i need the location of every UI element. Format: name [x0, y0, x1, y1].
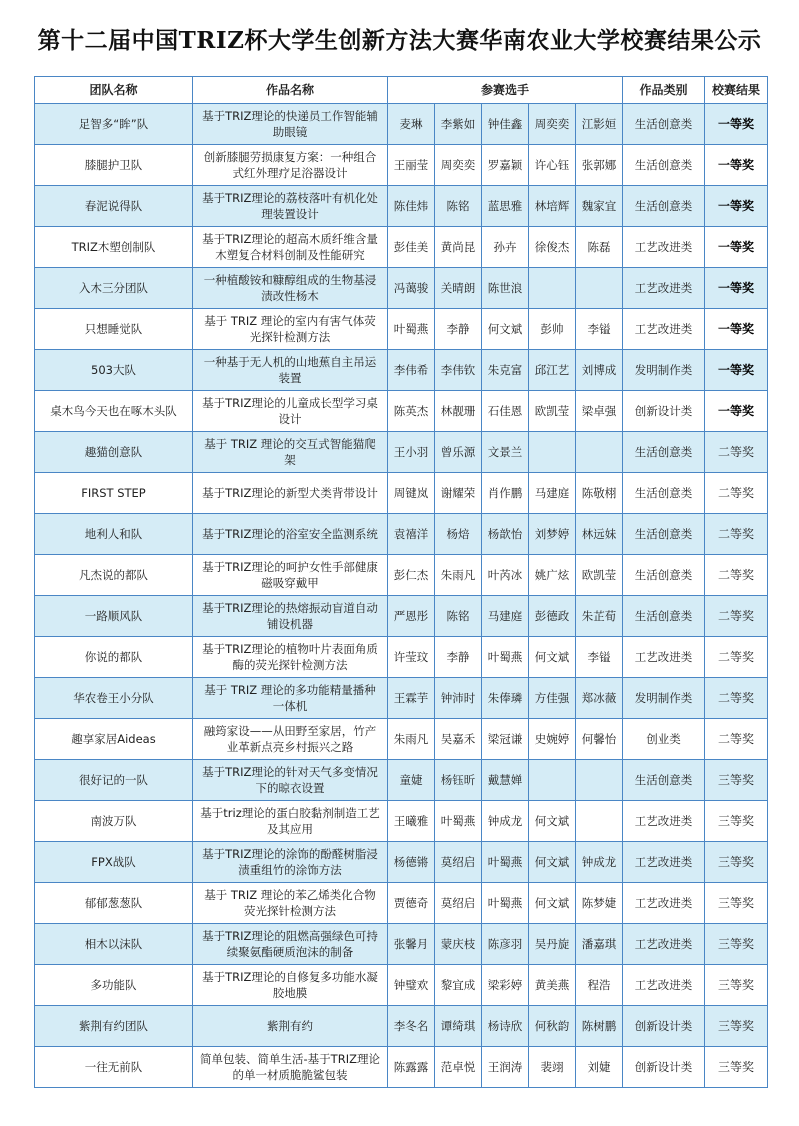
result-cell: 一等奖 [705, 309, 768, 350]
member-cell: 陈英杰 [388, 391, 435, 432]
member-cell: 马建庭 [482, 596, 529, 637]
member-cell: 刘博成 [576, 350, 623, 391]
member-cell: 何文斌 [529, 883, 576, 924]
member-cell: 张郭娜 [576, 145, 623, 186]
member-cell: 黎宜成 [435, 965, 482, 1006]
team-name-cell: 足智多“眸”队 [35, 104, 193, 145]
member-cell: 李冬名 [388, 1006, 435, 1047]
team-name-cell: 南波万队 [35, 801, 193, 842]
team-name-cell: 春泥说得队 [35, 186, 193, 227]
member-cell: 石佳恩 [482, 391, 529, 432]
work-name-cell: 基于TRIZ理论的新型犬类背带设计 [193, 473, 388, 514]
member-cell: 裴翊 [529, 1047, 576, 1088]
member-cell: 何文斌 [529, 842, 576, 883]
member-cell: 马建庭 [529, 473, 576, 514]
member-cell: 王霖芋 [388, 678, 435, 719]
member-cell: 罗嘉颖 [482, 145, 529, 186]
member-cell: 梁彩婷 [482, 965, 529, 1006]
team-name-cell: 华农卷王小分队 [35, 678, 193, 719]
member-cell: 叶芮冰 [482, 555, 529, 596]
table-row [35, 227, 768, 268]
member-cell: 袁禧洋 [388, 514, 435, 555]
work-name-cell: 创新膝腿劳损康复方案：一种组合式红外理疗足浴器设计 [193, 145, 388, 186]
member-cell: 戴慧婵 [482, 760, 529, 801]
work-name-cell: 基于triz理论的蛋白胶黏剂制造工艺及其应用 [193, 801, 388, 842]
result-cell: 三等奖 [705, 924, 768, 965]
member-cell: 杨德锵 [388, 842, 435, 883]
category-cell: 生活创意类 [623, 473, 705, 514]
member-cell: 钟成龙 [482, 801, 529, 842]
member-cell: 朱雨凡 [435, 555, 482, 596]
table-row [35, 309, 768, 350]
member-cell: 陈树鹏 [576, 1006, 623, 1047]
member-cell: 王小羽 [388, 432, 435, 473]
team-name-cell: TRIZ木塑创制队 [35, 227, 193, 268]
work-name-cell: 一种植酸铵和糠醇组成的生物基浸渍改性杨木 [193, 268, 388, 309]
table-row [35, 801, 768, 842]
result-cell: 二等奖 [705, 637, 768, 678]
member-cell: 邱江艺 [529, 350, 576, 391]
member-cell: 文景兰 [482, 432, 529, 473]
work-name-cell: 基于TRIZ理论的快递员工作智能辅助眼镜 [193, 104, 388, 145]
table-row [35, 1047, 768, 1088]
table-row [35, 678, 768, 719]
member-cell: 朱克富 [482, 350, 529, 391]
results-body [35, 104, 768, 1088]
member-cell: 杨焙 [435, 514, 482, 555]
member-cell: 何文斌 [529, 801, 576, 842]
table-row [35, 514, 768, 555]
table-row [35, 1006, 768, 1047]
member-cell: 贾德奇 [388, 883, 435, 924]
team-name-cell: FPX战队 [35, 842, 193, 883]
member-cell: 程浩 [576, 965, 623, 1006]
member-cell: 林靓珊 [435, 391, 482, 432]
team-name-cell: 郁郁葱葱队 [35, 883, 193, 924]
member-cell: 周奕奕 [435, 145, 482, 186]
category-cell: 创新设计类 [623, 1006, 705, 1047]
member-cell: 李伟钦 [435, 350, 482, 391]
work-name-cell: 基于TRIZ理论的涂饰的酚醛树脂浸渍重组竹的涂饰方法 [193, 842, 388, 883]
member-cell: 彭仁杰 [388, 555, 435, 596]
member-cell: 谭绮琪 [435, 1006, 482, 1047]
member-cell: 叶蜀燕 [388, 309, 435, 350]
work-name-cell: 基于TRIZ理论的阻燃高强绿色可持续聚氨酯硬质泡沫的制备 [193, 924, 388, 965]
member-cell: 李镒 [576, 637, 623, 678]
team-name-cell: 膝腿护卫队 [35, 145, 193, 186]
member-cell: 肖作鹏 [482, 473, 529, 514]
member-cell: 何秋韵 [529, 1006, 576, 1047]
member-cell: 许莹玟 [388, 637, 435, 678]
member-cell: 潘嘉琪 [576, 924, 623, 965]
category-cell: 工艺改进类 [623, 924, 705, 965]
member-cell: 李静 [435, 309, 482, 350]
member-cell: 李静 [435, 637, 482, 678]
member-cell: 陈佳炜 [388, 186, 435, 227]
member-cell: 林远妹 [576, 514, 623, 555]
member-cell: 王曦雅 [388, 801, 435, 842]
result-cell: 一等奖 [705, 227, 768, 268]
member-cell [529, 760, 576, 801]
member-cell: 陈铭 [435, 596, 482, 637]
result-cell: 一等奖 [705, 350, 768, 391]
team-name-cell: 相木以沫队 [35, 924, 193, 965]
category-cell: 创业类 [623, 719, 705, 760]
member-cell: 莫绍启 [435, 842, 482, 883]
category-cell: 工艺改进类 [623, 309, 705, 350]
result-cell: 二等奖 [705, 678, 768, 719]
member-cell: 麦琳 [388, 104, 435, 145]
category-cell: 生活创意类 [623, 596, 705, 637]
member-cell [576, 801, 623, 842]
table-row [35, 268, 768, 309]
category-cell: 创新设计类 [623, 391, 705, 432]
member-cell: 李紫如 [435, 104, 482, 145]
member-cell: 钟沛时 [435, 678, 482, 719]
table-row [35, 555, 768, 596]
member-cell: 李伟希 [388, 350, 435, 391]
category-cell: 工艺改进类 [623, 801, 705, 842]
member-cell: 朱雨凡 [388, 719, 435, 760]
category-cell: 生活创意类 [623, 104, 705, 145]
header-row [35, 77, 768, 104]
result-cell: 一等奖 [705, 186, 768, 227]
team-name-cell: 你说的都队 [35, 637, 193, 678]
table-row [35, 965, 768, 1006]
member-cell: 郑冰薇 [576, 678, 623, 719]
member-cell: 姚广炫 [529, 555, 576, 596]
header-team: 团队名称 [35, 77, 193, 104]
category-cell: 工艺改进类 [623, 227, 705, 268]
member-cell: 严恩彤 [388, 596, 435, 637]
member-cell: 杨歆怡 [482, 514, 529, 555]
member-cell: 叶蜀燕 [482, 842, 529, 883]
result-cell: 一等奖 [705, 145, 768, 186]
member-cell: 黄尚昆 [435, 227, 482, 268]
header-category: 作品类别 [623, 77, 705, 104]
table-row [35, 883, 768, 924]
member-cell: 吴嘉禾 [435, 719, 482, 760]
category-cell: 生活创意类 [623, 186, 705, 227]
result-cell: 三等奖 [705, 965, 768, 1006]
table-row [35, 186, 768, 227]
member-cell: 周奕奕 [529, 104, 576, 145]
work-name-cell: 基于 TRIZ 理论的多功能精量播种一体机 [193, 678, 388, 719]
member-cell: 孙卉 [482, 227, 529, 268]
member-cell: 许心钰 [529, 145, 576, 186]
work-name-cell: 基于TRIZ理论的自修复多功能水凝胶地膜 [193, 965, 388, 1006]
result-cell: 一等奖 [705, 104, 768, 145]
member-cell: 钟璧欢 [388, 965, 435, 1006]
result-cell: 二等奖 [705, 514, 768, 555]
member-cell: 叶蜀燕 [482, 883, 529, 924]
table-row [35, 104, 768, 145]
category-cell: 发明制作类 [623, 350, 705, 391]
member-cell: 蓝思雅 [482, 186, 529, 227]
member-cell: 冯蔼骏 [388, 268, 435, 309]
member-cell: 陈露露 [388, 1047, 435, 1088]
category-cell: 生活创意类 [623, 432, 705, 473]
team-name-cell: 一往无前队 [35, 1047, 193, 1088]
member-cell: 何馨怡 [576, 719, 623, 760]
member-cell: 蒙庆枝 [435, 924, 482, 965]
result-cell: 一等奖 [705, 268, 768, 309]
category-cell: 发明制作类 [623, 678, 705, 719]
member-cell [529, 268, 576, 309]
member-cell: 吴丹旋 [529, 924, 576, 965]
member-cell: 杨诗欣 [482, 1006, 529, 1047]
member-cell: 陈敬栩 [576, 473, 623, 514]
member-cell: 陈铭 [435, 186, 482, 227]
category-cell: 生活创意类 [623, 760, 705, 801]
member-cell: 黄美燕 [529, 965, 576, 1006]
table-row [35, 432, 768, 473]
member-cell: 曾乐源 [435, 432, 482, 473]
member-cell: 童婕 [388, 760, 435, 801]
member-cell [576, 432, 623, 473]
member-cell: 莫绍启 [435, 883, 482, 924]
member-cell: 叶蜀燕 [482, 637, 529, 678]
result-cell: 三等奖 [705, 1006, 768, 1047]
result-cell: 二等奖 [705, 432, 768, 473]
table-row [35, 473, 768, 514]
member-cell: 钟佳鑫 [482, 104, 529, 145]
member-cell: 叶蜀燕 [435, 801, 482, 842]
result-cell: 二等奖 [705, 596, 768, 637]
team-name-cell: 地利人和队 [35, 514, 193, 555]
work-name-cell: 基于 TRIZ 理论的室内有害气体荧光探针检测方法 [193, 309, 388, 350]
member-cell: 范卓悦 [435, 1047, 482, 1088]
table-row [35, 924, 768, 965]
work-name-cell: 基于TRIZ理论的热熔振动盲道自动铺设机器 [193, 596, 388, 637]
member-cell: 何文斌 [482, 309, 529, 350]
member-cell: 杨钰昕 [435, 760, 482, 801]
category-cell: 创新设计类 [623, 1047, 705, 1088]
header-result: 校赛结果 [705, 77, 768, 104]
member-cell [576, 760, 623, 801]
result-cell: 二等奖 [705, 719, 768, 760]
team-name-cell: 入木三分团队 [35, 268, 193, 309]
work-name-cell: 融筠家设——从田野至家居，竹产业革新点亮乡村振兴之路 [193, 719, 388, 760]
team-name-cell: 503大队 [35, 350, 193, 391]
member-cell: 陈彦羽 [482, 924, 529, 965]
result-cell: 三等奖 [705, 883, 768, 924]
member-cell: 陈梦婕 [576, 883, 623, 924]
work-name-cell: 基于TRIZ理论的浴室安全监测系统 [193, 514, 388, 555]
result-cell: 二等奖 [705, 555, 768, 596]
member-cell: 何文斌 [529, 637, 576, 678]
work-name-cell: 基于 TRIZ 理论的苯乙烯类化合物荧光探针检测方法 [193, 883, 388, 924]
team-name-cell: 趣享家居Aideas [35, 719, 193, 760]
table-row [35, 760, 768, 801]
team-name-cell: 多功能队 [35, 965, 193, 1006]
page-title: 第十二届中国TRIZ杯大学生创新方法大赛华南农业大学校赛结果公示 [37, 27, 762, 54]
work-name-cell: 简单包装、简单生活-基于TRIZ理论的单一材质脆脆鲨包装 [193, 1047, 388, 1088]
member-cell: 林培辉 [529, 186, 576, 227]
member-cell: 彭德政 [529, 596, 576, 637]
member-cell: 史婉婷 [529, 719, 576, 760]
result-cell: 三等奖 [705, 760, 768, 801]
table-row [35, 596, 768, 637]
work-name-cell: 基于TRIZ理论的针对天气多变情况下的晾衣设置 [193, 760, 388, 801]
category-cell: 工艺改进类 [623, 637, 705, 678]
member-cell: 梁冠谦 [482, 719, 529, 760]
team-name-cell: 一路顺风队 [35, 596, 193, 637]
work-name-cell: 基于 TRIZ 理论的交互式智能猫爬架 [193, 432, 388, 473]
member-cell: 王丽莹 [388, 145, 435, 186]
member-cell: 李镒 [576, 309, 623, 350]
team-name-cell: 紫荆有约团队 [35, 1006, 193, 1047]
member-cell: 朱芷荀 [576, 596, 623, 637]
result-cell: 三等奖 [705, 801, 768, 842]
team-name-cell: 只想睡觉队 [35, 309, 193, 350]
member-cell: 彭佳美 [388, 227, 435, 268]
table-row [35, 842, 768, 883]
team-name-cell: 桌木鸟今天也在啄木头队 [35, 391, 193, 432]
member-cell: 陈磊 [576, 227, 623, 268]
result-cell: 一等奖 [705, 391, 768, 432]
member-cell: 刘梦婷 [529, 514, 576, 555]
result-cell: 二等奖 [705, 473, 768, 514]
category-cell: 工艺改进类 [623, 842, 705, 883]
work-name-cell: 基于TRIZ理论的呵护女性手部健康磁吸穿戴甲 [193, 555, 388, 596]
work-name-cell: 基于TRIZ理论的植物叶片表面角质酶的荧光探针检测方法 [193, 637, 388, 678]
category-cell: 生活创意类 [623, 514, 705, 555]
member-cell: 王润涛 [482, 1047, 529, 1088]
work-name-cell: 基于TRIZ理论的儿童成长型学习桌设计 [193, 391, 388, 432]
member-cell: 陈世浪 [482, 268, 529, 309]
member-cell: 周键岚 [388, 473, 435, 514]
result-cell: 三等奖 [705, 1047, 768, 1088]
member-cell: 钟成龙 [576, 842, 623, 883]
member-cell: 欧凯莹 [529, 391, 576, 432]
member-cell: 方佳强 [529, 678, 576, 719]
table-row [35, 145, 768, 186]
table-row [35, 719, 768, 760]
work-name-cell: 一种基于无人机的山地蕉自主吊运装置 [193, 350, 388, 391]
table-row [35, 391, 768, 432]
team-name-cell: 很好记的一队 [35, 760, 193, 801]
header-work: 作品名称 [193, 77, 388, 104]
category-cell: 工艺改进类 [623, 965, 705, 1006]
category-cell: 工艺改进类 [623, 883, 705, 924]
team-name-cell: 凡杰说的都队 [35, 555, 193, 596]
team-name-cell: 趣猫创意队 [35, 432, 193, 473]
work-name-cell: 基于TRIZ理论的荔枝落叶有机化处理装置设计 [193, 186, 388, 227]
member-cell: 魏家宜 [576, 186, 623, 227]
table-row [35, 350, 768, 391]
member-cell [576, 268, 623, 309]
member-cell: 关晴朗 [435, 268, 482, 309]
results-table [34, 76, 768, 1088]
work-name-cell: 紫荆有约 [193, 1006, 388, 1047]
category-cell: 生活创意类 [623, 555, 705, 596]
member-cell: 张馨月 [388, 924, 435, 965]
member-cell: 江影姮 [576, 104, 623, 145]
member-cell: 彭帅 [529, 309, 576, 350]
member-cell: 欧凯莹 [576, 555, 623, 596]
category-cell: 生活创意类 [623, 145, 705, 186]
member-cell: 梁卓强 [576, 391, 623, 432]
header-members: 参赛选手 [388, 77, 623, 104]
category-cell: 工艺改进类 [623, 268, 705, 309]
member-cell: 谢耀荣 [435, 473, 482, 514]
team-name-cell: FIRST STEP [35, 473, 193, 514]
work-name-cell: 基于TRIZ理论的超高木质纤维含量木塑复合材料创制及性能研究 [193, 227, 388, 268]
member-cell: 徐俊杰 [529, 227, 576, 268]
result-cell: 三等奖 [705, 842, 768, 883]
table-row [35, 637, 768, 678]
member-cell [529, 432, 576, 473]
member-cell: 朱俸璘 [482, 678, 529, 719]
member-cell: 刘婕 [576, 1047, 623, 1088]
